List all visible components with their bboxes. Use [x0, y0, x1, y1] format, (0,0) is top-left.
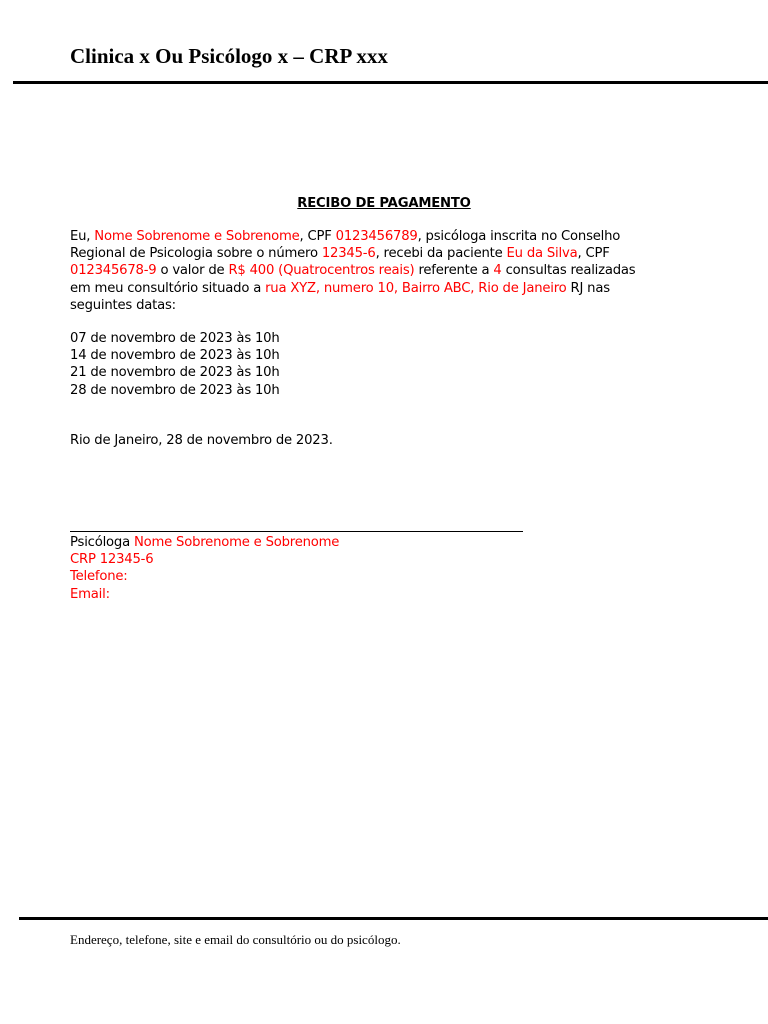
payment-amount: R$ 400 (Quatrocentros reais) [228, 263, 415, 279]
paragraph-text: consultas realizadas [501, 263, 636, 279]
paragraph-text: Eu, [70, 229, 95, 244]
session-dates-list [70, 330, 280, 399]
place-and-date: Rio de Janeiro, 28 de novembro de 2023. [70, 433, 333, 448]
patient-cpf: 012345678-9 [70, 263, 157, 279]
signature-name-line [70, 534, 339, 551]
signature-phone-label: Telefone: [70, 569, 128, 585]
paragraph-line [70, 228, 635, 245]
paragraph-text: referente a [414, 263, 494, 279]
session-date: 07 de novembro de 2023 às 10h [70, 331, 280, 346]
signature-role: Psicóloga [70, 535, 134, 550]
page-title: Clinica x Ou Psicólogo x – CRP xxx [70, 44, 388, 68]
paragraph-text: Regional de Psicologia sobre o número [70, 246, 322, 262]
header-divider [13, 81, 768, 84]
paragraph-text: RJ nas [566, 280, 610, 296]
signature-line [70, 531, 523, 532]
footer-text: Endereço, telefone, site e email do consultório ou do psicólogo. [70, 932, 401, 947]
paragraph-line [70, 262, 635, 279]
paragraph-text: , CPF [577, 246, 610, 262]
signature-crp: CRP 12345-6 [70, 552, 154, 568]
session-date: 14 de novembro de 2023 às 10h [70, 348, 280, 364]
receipt-heading: RECIBO DE PAGAMENTO [297, 196, 471, 211]
crp-number: 12345-6 [321, 246, 376, 262]
paragraph-line [70, 245, 635, 262]
paragraph-text: em meu consultório situado a [70, 280, 266, 296]
patient-name: Eu da Silva [506, 246, 578, 262]
paragraph-line: seguintes datas: [70, 297, 176, 313]
footer-divider [19, 917, 768, 920]
receipt-paragraph [70, 228, 635, 314]
paragraph-text: , recebi da paciente [375, 246, 507, 262]
signature-email-label: Email: [70, 586, 110, 602]
signature-name: Nome Sobrenome e Sobrenome [133, 535, 340, 550]
session-date: 21 de novembro de 2023 às 10h [70, 365, 280, 381]
paragraph-text: , CPF [299, 229, 336, 244]
office-address: rua XYZ, numero 10, Bairro ABC, Rio de Janeiro [265, 280, 567, 296]
session-count: 4 [493, 263, 502, 279]
paragraph-line [70, 280, 635, 297]
paragraph-text: , psicóloga inscrita no Conselho [417, 229, 621, 244]
paragraph-text: o valor de [156, 263, 229, 279]
psychologist-cpf: 0123456789 [335, 229, 418, 244]
signature-block [70, 534, 339, 603]
session-date: 28 de novembro de 2023 às 10h [70, 382, 280, 398]
psychologist-name: Nome Sobrenome e Sobrenome [94, 229, 300, 244]
